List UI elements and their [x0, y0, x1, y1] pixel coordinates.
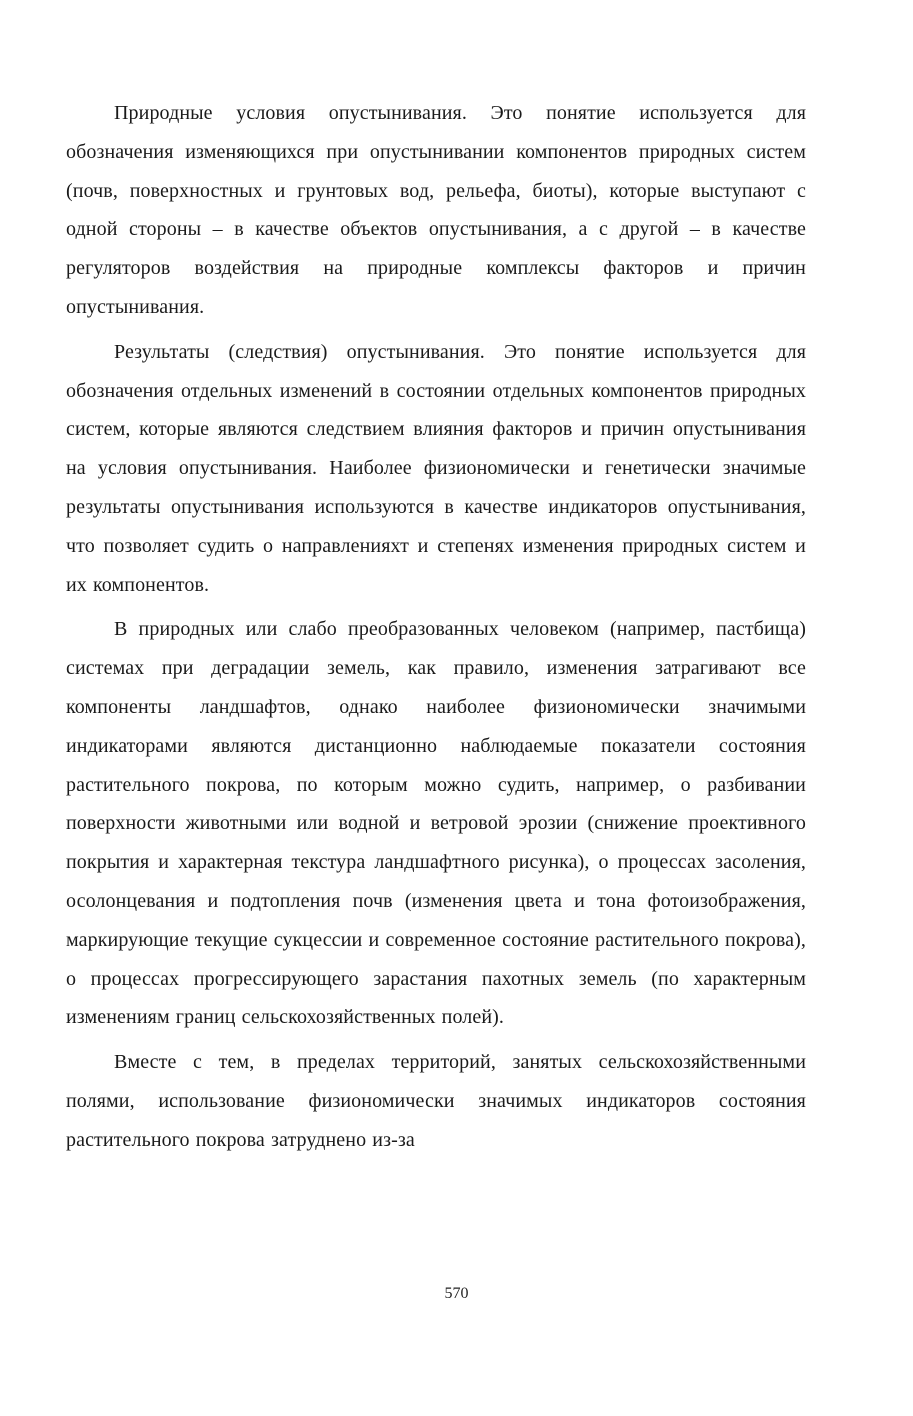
paragraph-natural-conditions: Природные условия опустынивания. Это понятие используется для обозначения изменяющихся при опустынивании компонентов природных систем (почв, поверхностных и грунтовых вод, рельефа, биоты), которые выступают с одной стороны – в качестве объектов опустынивания, а с другой – в качестве регуляторов воздействия на природные комплексы факторов и причин опустынивания. — [66, 102, 806, 318]
page-number: 570 — [444, 1285, 469, 1302]
paragraph-results: Результаты (следствия) опустынивания. Это понятие используется для обозначения отдельных изменений в состоянии отдельных компонентов природных систем, которые являются следствием влияния факторов и причин опустынивания на условия опустынивания. Наиболее физиономически и генетически значимые результаты опустынивания используются в качестве индикаторов опустынивания, что позволяет судить о направленияхт и степенях изменения природных систем и их компонентов. — [66, 340, 806, 596]
paragraph-natural-systems: В природных или слабо преобразованных человеком (например, пастбища) системах при деградации земель, как правило, изменения затрагивают все компоненты ландшафтов, однако наиболее физиономически значимыми индикаторами являются дистанционно наблюдаемые показатели состояния растительного покрова, по которым можно судить, например, о разбивании поверхности животными или водной и ветровой эрозии (снижение проективного покрытия и характерная текстура ландшафтного рисунка), о процессах засоления, осолонцевания и подтопления почв (изменения цвета и тона фотоизображения, маркирующие текущие сукцессии и современное состояние растительного покрова), о процессах прогрессирующего зарастания пахотных земель (по характерным изменениям границ сельскохозяйственных полей). — [66, 618, 806, 1029]
paragraph-agricultural-fields: Вместе с тем, в пределах территорий, занятых сельскохозяйственными полями, использование физиономически значимых индикаторов состояния растительного покрова затруднено из-за — [66, 1051, 806, 1151]
page-body — [66, 94, 806, 1166]
